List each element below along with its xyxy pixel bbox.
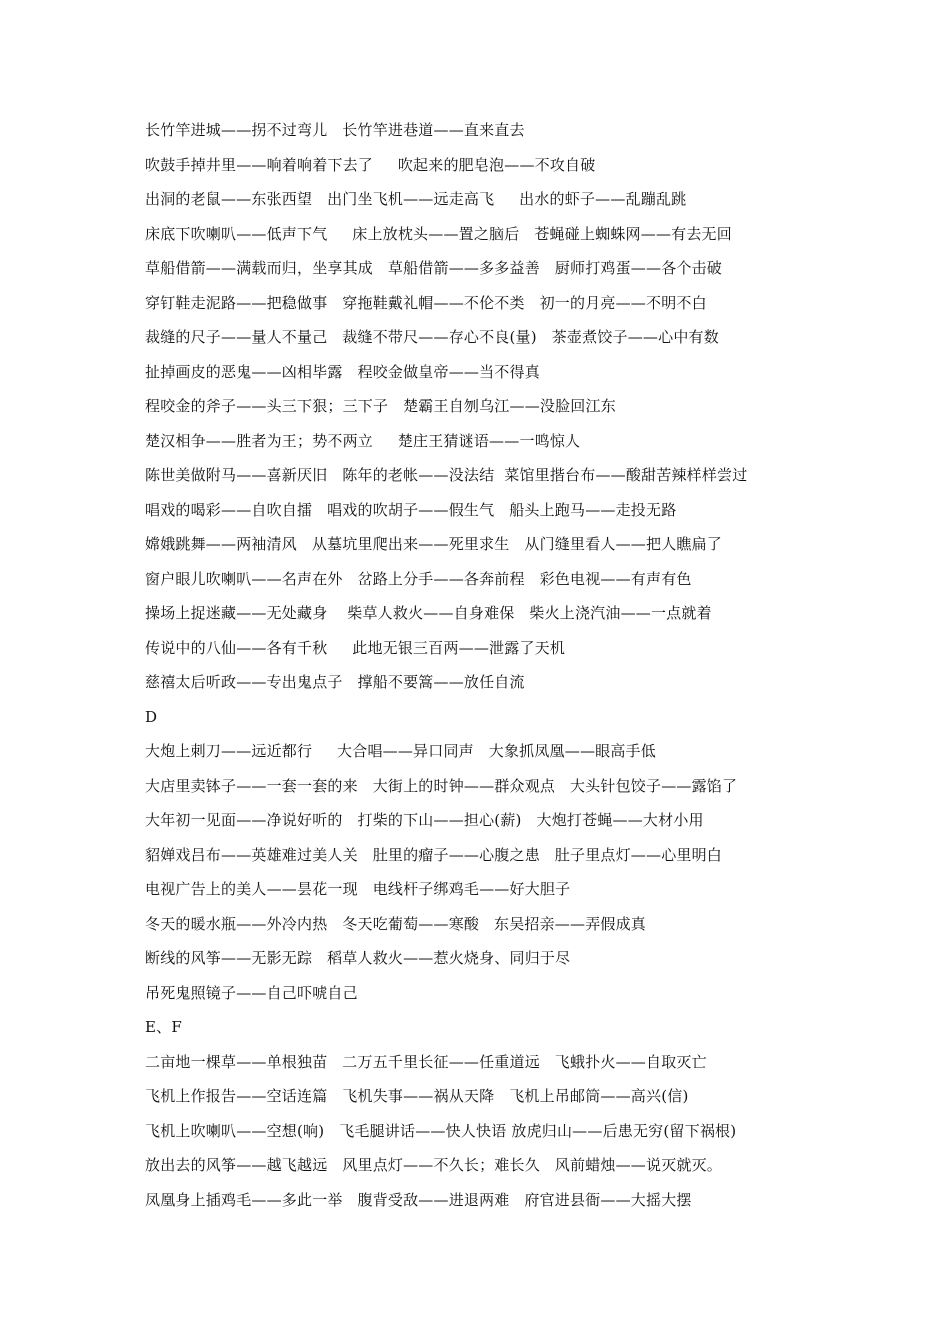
text-line: 程咬金的斧子——头三下狠；三下子 楚霸王自刎乌江——没脸回江东 [145, 397, 616, 415]
text-line: 冬天的暖水瓶——外冷内热 冬天吃葡萄——寒酸 东吴招亲——弄假成真 [145, 914, 647, 933]
text-line: 唱戏的喝彩——自吹自擂 唱戏的吹胡子——假生气 船头上跑马——走投无路 [145, 500, 677, 519]
text-line: 草船借箭——满载而归，坐享其成 草船借箭——多多益善 厨师打鸡蛋——各个击破 [145, 259, 723, 277]
text-line: 穿钉鞋走泥路——把稳做事 穿拖鞋戴礼帽——不伦不类 初一的月亮——不明不白 [145, 293, 707, 312]
text-line: 放出去的风筝——越飞越远 风里点灯——不久长；难长久 风前蜡烛——说灭就灭。 [145, 1156, 723, 1174]
text-line: 楚汉相争——胜者为王；势不两立 楚庄王猜谜语——一鸣惊人 [145, 431, 581, 450]
text-line: 电视广告上的美人——昙花一现 电线杆子绑鸡毛——好大胆子 [145, 880, 571, 898]
text-line: 凤凰身上插鸡毛——多此一举 腹背受敌——进退两难 府官进县衙——大摇大摆 [145, 1190, 692, 1209]
text-line: 吊死鬼照镜子——自己吓唬自己 [145, 983, 358, 1002]
text-line: 断线的风筝——无影无踪 稻草人救火——惹火烧身、同归于尽 [145, 949, 571, 967]
text-line: 陈世美做附马——喜新厌旧 陈年的老帐——没法结 菜馆里揩台布——酸甜苦辣样样尝过 [145, 466, 748, 484]
text-line: 飞机上吹喇叭——空想(响) 飞毛腿讲话——快人快语 放虎归山——后患无穷(留下祸根) [145, 1121, 737, 1140]
section-heading-d: D [145, 707, 158, 726]
text-line: 扯掉画皮的恶鬼——凶相毕露 程咬金做皇帝——当不得真 [145, 362, 540, 381]
document-body [145, 113, 935, 1217]
text-line: 出洞的老鼠——东张西望 出门坐飞机——远走高飞 出水的虾子——乱蹦乱跳 [145, 190, 687, 208]
text-line: 长竹竿进城——拐不过弯儿 长竹竿进巷道——直来直去 [145, 121, 525, 139]
text-line: 吹鼓手掉井里——响着响着下去了 吹起来的肥皂泡——不攻自破 [145, 155, 596, 174]
text-line: 大年初一见面——净说好听的 打柴的下山——担心(薪) 大炮打苍蝇——大材小用 [145, 811, 704, 829]
text-line: 大炮上刺刀——远近都行 大合唱——异口同声 大象抓凤凰——眼高手低 [145, 742, 656, 760]
text-line: 慈禧太后听政——专出鬼点子 撑船不要篙——放任自流 [145, 673, 525, 691]
text-line: 窗户眼儿吹喇叭——名声在外 岔路上分手——各奔前程 彩色电视——有声有色 [145, 569, 692, 588]
text-line: 传说中的八仙——各有千秋 此地无银三百两——泄露了天机 [145, 638, 566, 657]
text-line: 裁缝的尺子——量人不量己 裁缝不带尺——存心不良(量) 茶壶煮饺子——心中有数 [145, 328, 719, 346]
text-line: 大店里卖钵子——一套一套的来 大街上的时钟——群众观点 大头针包饺子——露馅了 [145, 776, 738, 795]
text-line: 床底下吹喇叭——低声下气 床上放枕头——置之脑后 苍蝇碰上蜘蛛网——有去无回 [145, 224, 732, 243]
text-line: 飞机上作报告——空话连篇 飞机失事——祸从天降 飞机上吊邮筒——高兴(信) [145, 1087, 689, 1105]
text-line: 貂婵戏吕布——英雄难过美人关 肚里的瘤子——心腹之患 肚子里点灯——心里明白 [145, 845, 723, 864]
text-line: 嫦娥跳舞——两袖清风 从墓坑里爬出来——死里求生 从门缝里看人——把人瞧扁了 [145, 535, 723, 553]
text-line: 操场上捉迷藏——无处藏身 柴草人救火——自身难保 柴火上浇汽油——一点就着 [145, 604, 712, 622]
text-line: 二亩地一棵草——单根独苗 二万五千里长征——任重道远 飞蛾扑火——自取灭亡 [145, 1052, 707, 1071]
section-heading-ef: E、F [145, 1018, 182, 1036]
